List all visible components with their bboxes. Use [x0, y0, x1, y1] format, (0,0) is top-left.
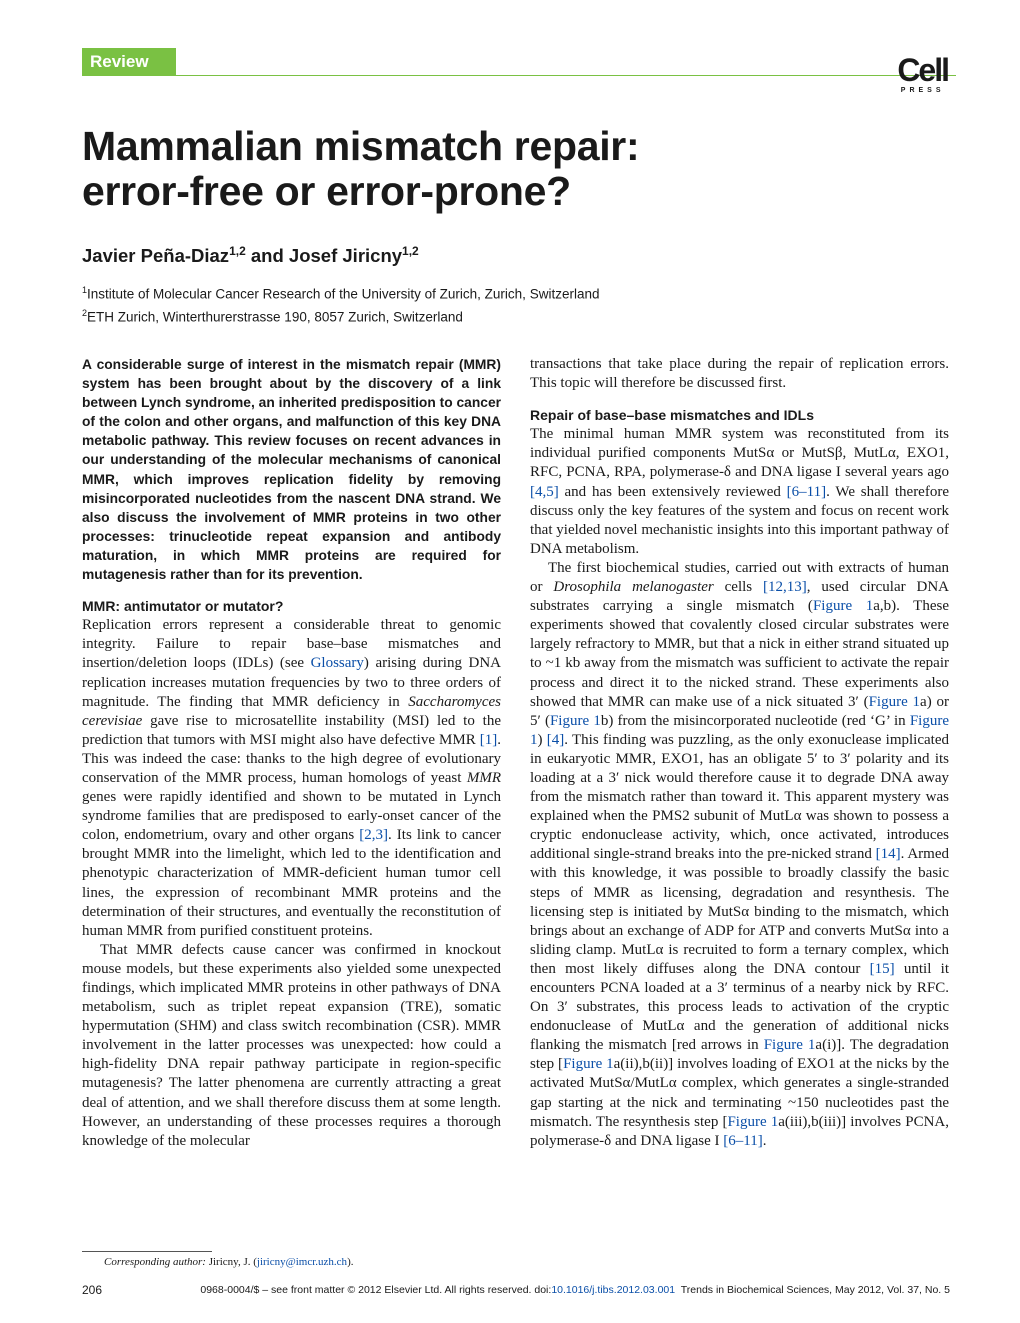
footnote-rule [82, 1251, 212, 1252]
author-name: Javier Peña-Diaz [82, 245, 230, 267]
figure-link[interactable]: Figure 1 [727, 1113, 779, 1130]
title-line-1: Mammalian mismatch repair: [82, 123, 640, 169]
left-column [82, 355, 501, 1151]
right-column [530, 355, 949, 1151]
journal-info: 0968-0004/$ – see front matter © 2012 Elsevier Ltd. All rights reserved. doi:10.1016/j.tibs.2012.03.001 Trends in Biochemical Sciences, May 2012, Vol. 37, No. 5 [200, 1284, 950, 1296]
affil-text: Institute of Molecular Cancer Research of the University of Zurich, Zurich, Switzerland [87, 286, 600, 302]
figure-link[interactable]: Figure 1 [812, 598, 874, 615]
figure-link[interactable]: Figure 1 [549, 712, 601, 729]
reference-link[interactable]: [6–11] [786, 483, 827, 500]
affil-number: 1 [82, 285, 88, 295]
reference-link[interactable]: [6–11] [723, 1132, 763, 1149]
affiliation-line [82, 281, 599, 304]
abstract: A considerable surge of interest in the mismatch repair (MMR) system has been brought about by the discovery of a link between Lynch syndrome, an inherited predisposition to cancer of the colon and other organs, and malfunction of this key DNA metabolic pathway. This review focuses on recent advances in our understanding of the molecular mechanisms of canonical MMR, which improves replication fidelity by removing misincorporated nucleotides from the nascent DNA strand. We also discuss the involvement of MMR proteins in two other processes: trinucleotide repeat expansion and antibody maturation, in which MMR proteins are required for mutagenesis rather than for its prevention. [82, 357, 501, 583]
body-paragraph: transactions that take place during the repair of replication errors. This topic will therefore be discussed first. [530, 356, 949, 392]
reference-link[interactable]: [15] [869, 960, 895, 977]
figure-link[interactable]: Figure 1 [530, 712, 949, 748]
section-heading: Repair of base–base mismatches and IDLs [530, 407, 814, 424]
figure-link[interactable]: Figure 1 [563, 1056, 614, 1073]
reference-link[interactable]: [4] [546, 731, 565, 748]
author-affil-sup: 1,2 [402, 244, 419, 258]
cell-press-logo [897, 54, 948, 94]
author-separator: and [245, 245, 289, 267]
section-heading: MMR: antimutator or mutator? [82, 598, 284, 615]
logo-main-text: Cell [897, 52, 948, 88]
figure-link[interactable]: Figure 1 [868, 693, 921, 710]
affil-number: 2 [82, 307, 88, 318]
body-paragraph: The first biochemical studies, carried out with extracts of human or Drosophila melanogaster cells [12,13], used circular DNA substrates carrying a single mismatch (Figure 1a,b). These experiments showed that covalently closed circular substrates were largely refractory to MMR, but that a nick in either strand situated up to ~1 kb away from the mismatch was sufficient to activate the repair process and direct it to the nicked strand. These experiments also showed that MMR can make use of a nick situated 3′ (Figure 1a) or 5′ (Figure 1b) from the misincorporated nucleotide (red ‘G’ in Figure 1) [4]. This finding was puzzling, as the only exonuclease implicated in eukaryotic MMR, EXO1, has an obligate 5′ to 3′ polarity and its loading at a 3′ nick would therefore cause it to degrade DNA away from the mismatch rather than toward it. This apparent mystery was explained when the PMS2 subunit of MutLα was shown to possess a cryptic endonuclease activity, which, once activated, introduces additional single-strand breaks into the pre-nicked strand [14]. Armed with this knowledge, it was possible to broadly classify the basic steps of MMR as licensing, degradation and resynthesis. The licensing step is initiated by MutSα binding to the mismatch, which brings about an exchange of ADP for ATP and converts MutSα into a sliding clamp. MutLα is recruited to form a ternary complex, which then most likely diffuses along the DNA contour [15] until it encounters PCNA loaded at a 3′ terminus of a nearby nick by RFC. On 3′ substrates, this process leads to activation of the cryptic endonuclease of MutLα and the generation of additional nicks flanking the mismatch [red arrows in Figure 1a(i)]. The degradation step [Figure 1a(ii),b(ii)] involves loading of EXO1 at the nicks by the activated MutSα/MutLα complex, which generates a single-stranded gap starting at the nick and terminating ~150 nucleotides past the mismatch. The resynthesis step [Figure 1a(iii),b(iii)] involves PCNA, polymerase-δ and DNA ligase I [6–11]. [530, 559, 950, 1149]
body-paragraph: Replication errors represent a considerable threat to genomic integrity. Failure to repair base–base mismatches and insertion/deletion loops (IDLs) (see Glossary) arising during DNA replication increases mutation frequencies by two to three orders of magnitude. The finding that MMR deficiency in Saccharomyces cerevisiae gave rise to microsatellite instability (MSI) led to the prediction that tumors with MSI might also have defective MMR [1]. This was indeed the case: thanks to the high degree of evolutionary conservation of the MMR process, human homologs of yeast MMR genes were rapidly identified and shown to be mutated in Lynch syndrome families that are predisposed to early-onset cancer of the colon, endometrium, ovary and other organs [2,3]. Its link to cancer brought MMR into the limelight, which led to the identification and phenotypic characterization of MMR-deficient human tumor cell lines, the expression of recombinant MMR proteins and the determination of their structures, and eventually the reconstitution of human MMR from purified constituent proteins. [82, 617, 502, 939]
title-line-2: error-free or error-prone? [82, 168, 571, 214]
header-rule [176, 75, 956, 76]
author-affil-sup: 1,2 [229, 244, 246, 258]
affiliation-line [82, 304, 599, 327]
footnote-label: Corresponding author: [104, 1256, 206, 1268]
reference-link[interactable]: [4,5] [530, 483, 559, 500]
article-type-tag: Review [82, 48, 176, 76]
glossary-link[interactable]: Glossary [310, 655, 364, 672]
logo-sub-text: PRESS [900, 87, 945, 94]
body-paragraph: That MMR defects cause cancer was confirmed in knockout mouse models, but these experiments also yielded some unexpected findings, which implicated MMR proteins in other pathways of DNA metabolism, such as triplet repeat expansion (TRE), somatic hypermutation (SHM) and class switch recombination (CSR). MMR involvement in the latter processes was unexpected: how could a high-fidelity DNA repair pathway participate in region-specific mutagenesis? The latter phenomena are currently attracting a great deal of attention, and we shall therefore discuss them at some length. However, an understanding of these processes requires a thorough knowledge of the molecular [82, 941, 501, 1149]
author-list [82, 244, 419, 267]
author-name: Josef Jiricny [288, 245, 403, 267]
body-paragraph: The minimal human MMR system was reconstituted from its individual purified components MutSα or MutSβ, MutLα, EXO1, RFC, PCNA, RPA, polymerase-δ and DNA ligase I several years ago [4,5] and has been extensively reviewed [6–11]. We shall therefore discuss only the key features of the system and focus on recent work that yielded novel mechanistic insights into this important pathway of DNA metabolism. [530, 426, 949, 557]
figure-link[interactable]: Figure 1 [763, 1037, 816, 1054]
reference-link[interactable]: [12,13] [763, 579, 807, 596]
doi-link[interactable]: 10.1016/j.tibs.2012.03.001 [551, 1284, 676, 1296]
reference-link[interactable]: [14] [875, 846, 901, 863]
page-number: 206 [82, 1283, 103, 1297]
reference-link[interactable]: [2,3] [359, 827, 389, 844]
email-link[interactable]: jiricny@imcr.uzh.ch [256, 1256, 348, 1268]
article-title [82, 124, 942, 214]
affil-text: ETH Zurich, Winterthurerstrasse 190, 8057 Zurich, Switzerland [87, 309, 463, 324]
reference-link[interactable]: [1] [479, 731, 498, 748]
affiliations [82, 281, 599, 326]
corresponding-author-note: Corresponding author: Jiricny, J. (jiricny@imcr.uzh.ch). [104, 1256, 354, 1268]
